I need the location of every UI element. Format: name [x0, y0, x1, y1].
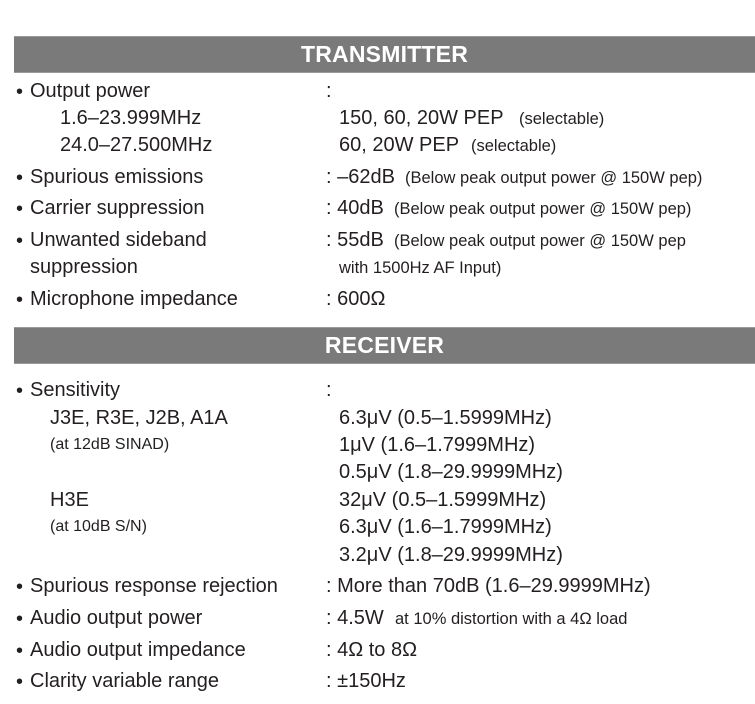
- output-power-note-1: (selectable): [519, 110, 605, 128]
- bullet: •: [16, 81, 24, 103]
- spurious-emissions-value: : –62dB: [326, 166, 395, 188]
- output-power-label: Output power: [30, 80, 151, 102]
- spurious-emissions-note: (Below peak output power @ 150W pep): [405, 169, 703, 187]
- sensitivity-value: 0.5μV (1.8–29.9999MHz): [339, 461, 563, 483]
- audio-output-impedance-label: Audio output impedance: [30, 639, 246, 661]
- bullet: •: [16, 230, 24, 252]
- spurious-response-value: : More than 70dB (1.6–29.9999MHz): [326, 575, 651, 597]
- output-power-range-1: 1.6–23.999MHz: [60, 107, 202, 129]
- audio-output-power-label: Audio output power: [30, 607, 203, 629]
- sensitivity-colon: :: [326, 379, 332, 401]
- output-power-note-2: (selectable): [471, 137, 557, 155]
- carrier-suppression-note: (Below peak output power @ 150W pep): [394, 200, 692, 218]
- output-power-range-2: 24.0–27.500MHz: [60, 134, 213, 156]
- output-power-value-2: 60, 20W PEP: [339, 134, 460, 156]
- spurious-emissions-label: Spurious emissions: [30, 166, 204, 188]
- transmitter-title: TRANSMITTER: [300, 41, 469, 67]
- sensitivity-value: 6.3μV (1.6–1.7999MHz): [339, 516, 552, 538]
- sensitivity-mode-1: J3E, R3E, J2B, A1A: [50, 407, 228, 429]
- sensitivity-value: 6.3μV (0.5–1.5999MHz): [339, 407, 552, 429]
- sensitivity-value: 1μV (1.6–1.7999MHz): [339, 434, 536, 456]
- carrier-suppression-value: : 40dB: [326, 197, 384, 219]
- unwanted-sideband-label-2: suppression: [30, 256, 138, 278]
- transmitter-header-rule: [14, 72, 755, 73]
- transmitter-header: [14, 37, 755, 72]
- microphone-impedance-value: : 600Ω: [326, 288, 386, 310]
- clarity-range-label: Clarity variable range: [30, 670, 219, 692]
- receiver-title: RECEIVER: [324, 332, 445, 358]
- unwanted-sideband-label: Unwanted sideband: [30, 229, 207, 251]
- bullet: •: [16, 608, 24, 630]
- receiver-header: [14, 328, 755, 363]
- bullet: •: [16, 198, 24, 220]
- bullet: •: [16, 640, 24, 662]
- clarity-range-value: : ±150Hz: [326, 670, 406, 692]
- bullet: •: [16, 576, 24, 598]
- unwanted-sideband-note-2: with 1500Hz AF Input): [339, 259, 502, 277]
- output-power-value-1: 150, 60, 20W PEP: [339, 107, 504, 129]
- unwanted-sideband-note: (Below peak output power @ 150W pep: [394, 232, 686, 250]
- carrier-suppression-label: Carrier suppression: [30, 197, 205, 219]
- audio-output-power-note: at 10% distortion with a 4Ω load: [395, 610, 628, 628]
- output-power-colon: :: [326, 80, 332, 102]
- sensitivity-mode-1-note: (at 12dB SINAD): [50, 436, 170, 453]
- spurious-response-label: Spurious response rejection: [30, 575, 278, 597]
- bullet: •: [16, 167, 24, 189]
- sensitivity-value: 3.2μV (1.8–29.9999MHz): [339, 544, 563, 566]
- bullet: •: [16, 671, 24, 693]
- sensitivity-mode-2: H3E: [50, 489, 89, 511]
- audio-output-power-value: : 4.5W: [326, 607, 384, 629]
- microphone-impedance-label: Microphone impedance: [30, 288, 238, 310]
- bullet: •: [16, 380, 24, 402]
- unwanted-sideband-value: : 55dB: [326, 229, 384, 251]
- bullet: •: [16, 289, 24, 311]
- sensitivity-mode-2-note: (at 10dB S/N): [50, 518, 147, 535]
- audio-output-impedance-value: : 4Ω to 8Ω: [326, 639, 418, 661]
- sensitivity-value: 32μV (0.5–1.5999MHz): [339, 489, 547, 511]
- receiver-header-rule: [14, 363, 755, 364]
- sensitivity-label: Sensitivity: [30, 379, 121, 401]
